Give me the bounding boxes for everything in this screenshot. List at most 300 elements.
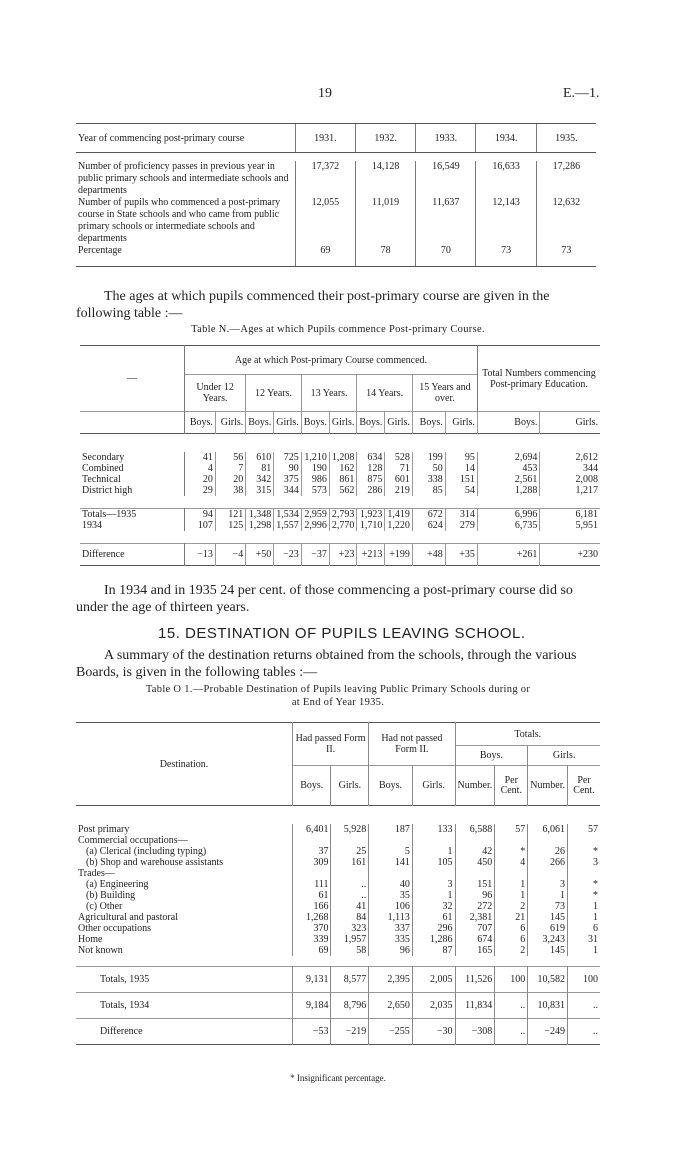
table-cell: 37 — [293, 846, 331, 857]
table-cell: * — [495, 846, 528, 857]
table-o-caption-2: at End of Year 1935. — [291, 697, 385, 708]
summary-paragraph: A summary of the destination returns obtained from the schools, through the various Boards, is given in the following tables :— — [76, 648, 577, 680]
table-cell: 2 — [495, 945, 528, 956]
page-number: 19 — [318, 86, 332, 101]
table-cell: 128 — [357, 463, 385, 474]
table-cell: 20 — [185, 474, 216, 485]
table-cell: 35 — [369, 890, 413, 901]
table-cell: 73 — [528, 901, 568, 912]
table-cell: 375 — [274, 474, 302, 485]
destination-table — [76, 722, 600, 1045]
table-cell: 10,582 — [528, 967, 568, 993]
sub-header: Boys. — [357, 412, 385, 434]
table-cell: 107 — [185, 520, 216, 531]
table-cell: 11,637 — [416, 197, 476, 245]
row-label: Agricultural and pastoral — [78, 912, 178, 923]
table-cell: −13 — [185, 544, 216, 566]
table-cell: 69 — [295, 245, 355, 267]
row-label: Totals—1935 — [80, 509, 185, 521]
table-row — [76, 161, 596, 197]
footnote: * Insignificant percentage. — [290, 1073, 386, 1083]
table-cell: 151 — [455, 879, 495, 890]
table-cell: +213 — [357, 544, 385, 566]
table-cell: 10,831 — [528, 993, 568, 1019]
table-cell: 875 — [357, 474, 385, 485]
table-row — [80, 452, 600, 463]
table-cell: 725 — [274, 452, 302, 463]
year-header-label: Year of commencing post-primary course — [76, 124, 295, 153]
table-row — [76, 967, 600, 993]
table-cell: 296 — [412, 923, 455, 934]
row-label: District high — [80, 485, 185, 496]
table-cell: 272 — [455, 901, 495, 912]
table-cell: 162 — [329, 463, 357, 474]
table-cell: 7 — [215, 463, 245, 474]
table-cell: 90 — [274, 463, 302, 474]
table-cell: 610 — [246, 452, 274, 463]
year-header: 1933. — [416, 124, 476, 153]
table-cell: 111 — [293, 879, 331, 890]
table-cell: 165 — [455, 945, 495, 956]
intro-paragraph: The ages at which pupils commenced their post-primary course are given in the following table :— — [76, 289, 550, 321]
table-cell: 2,381 — [455, 912, 495, 923]
age-table — [80, 345, 600, 566]
table-cell — [369, 868, 413, 879]
table-cell: 96 — [455, 890, 495, 901]
table-cell: 166 — [293, 901, 331, 912]
table-cell: 2,959 — [301, 509, 329, 521]
table-cell — [331, 835, 369, 846]
table-cell: 1,348 — [246, 509, 274, 521]
table-cell: 2,694 — [477, 452, 539, 463]
table-cell: 199 — [412, 452, 445, 463]
table-row — [76, 934, 600, 945]
table-cell: 190 — [301, 463, 329, 474]
table-cell: 11,834 — [455, 993, 495, 1019]
table-cell: 17,372 — [295, 161, 355, 197]
table-cell — [369, 835, 413, 846]
table-cell: 85 — [412, 485, 445, 496]
table-cell: 133 — [412, 824, 455, 835]
table-cell: +35 — [445, 544, 477, 566]
table-cell: 73 — [536, 245, 596, 267]
table-cell: 562 — [329, 485, 357, 496]
table-cell — [495, 868, 528, 879]
section-heading: 15. DESTINATION OF PUPILS LEAVING SCHOOL. — [158, 625, 526, 642]
col-percent: Per Cent. — [568, 766, 601, 806]
table-n-caption: Table N.—Ages at which Pupils commence Post-primary Course. — [191, 324, 485, 335]
table-cell: 12,143 — [476, 197, 536, 245]
table-cell: 1,288 — [477, 485, 539, 496]
document-reference: E.—1. — [563, 86, 600, 101]
age-group: 13 Years. — [301, 375, 357, 412]
table-cell: 145 — [528, 945, 568, 956]
row-label: (b) Shop and warehouse assistants — [86, 857, 224, 868]
girls-header: Girls. — [528, 746, 600, 766]
table-cell: 6,181 — [540, 509, 600, 521]
table-cell: 61 — [293, 890, 331, 901]
table-cell — [331, 868, 369, 879]
table-cell: 69 — [293, 945, 331, 956]
col-girls: Girls. — [331, 766, 369, 806]
table-row — [76, 923, 600, 934]
table-cell: 29 — [185, 485, 216, 496]
table-cell: 634 — [357, 452, 385, 463]
table-cell: 105 — [412, 857, 455, 868]
table-cell: 9,184 — [293, 993, 331, 1019]
table-cell: 70 — [416, 245, 476, 267]
table-o-caption: Table O 1.—Probable Destination of Pupils leaving Public Primary Schools during or — [145, 684, 531, 695]
table-cell: 337 — [369, 923, 413, 934]
table-cell: 619 — [528, 923, 568, 934]
row-label: Totals, 1934 — [100, 1000, 150, 1011]
table-cell: 986 — [301, 474, 329, 485]
table-row — [76, 857, 600, 868]
table-cell: 14,128 — [355, 161, 415, 197]
boys-header: Boys. — [455, 746, 528, 766]
sub-header: Girls. — [385, 412, 413, 434]
year-header: 1934. — [476, 124, 536, 153]
row-label: (a) Engineering — [86, 879, 149, 890]
row-label: (b) Building — [86, 890, 136, 901]
age-group-header: Age at which Post-primary Course commenced. — [234, 354, 428, 366]
row-label: Trades— — [78, 868, 115, 879]
table-cell: 4 — [185, 463, 216, 474]
row-label: Percentage — [76, 245, 295, 267]
table-cell: .. — [568, 1019, 601, 1045]
sub-header: Girls. — [445, 412, 477, 434]
table-cell: −23 — [274, 544, 302, 566]
sub-header: Girls. — [329, 412, 357, 434]
table-cell: 309 — [293, 857, 331, 868]
table-cell: 279 — [445, 520, 477, 531]
table-cell: +50 — [246, 544, 274, 566]
table-cell: 100 — [568, 967, 601, 993]
table-cell: 573 — [301, 485, 329, 496]
percentage-paragraph: In 1934 and in 1935 24 per cent. of those commencing a post-primary course did so under the age of thirteen years. — [76, 583, 573, 615]
row-label: (a) Clerical (including typing) — [86, 846, 207, 857]
table-row — [80, 509, 600, 521]
table-cell: 370 — [293, 923, 331, 934]
table-cell: 1,298 — [246, 520, 274, 531]
table-cell: 672 — [412, 509, 445, 521]
table-cell: 1,210 — [301, 452, 329, 463]
table-cell: 56 — [215, 452, 245, 463]
table-cell: 95 — [445, 452, 477, 463]
total-header: Total Numbers commencing Post-primary Education. — [477, 346, 600, 412]
row-label: Technical — [80, 474, 185, 485]
table-cell: −53 — [293, 1019, 331, 1045]
totals-header: Totals. — [455, 723, 600, 746]
table-cell: 335 — [369, 934, 413, 945]
table-cell: 31 — [568, 934, 601, 945]
table-cell: 26 — [528, 846, 568, 857]
table-cell: 861 — [329, 474, 357, 485]
table-cell: 12,632 — [536, 197, 596, 245]
table-cell: 2,793 — [329, 509, 357, 521]
table-cell: * — [568, 846, 601, 857]
table-cell: −219 — [331, 1019, 369, 1045]
table-cell — [568, 868, 601, 879]
table-cell: 1,286 — [412, 934, 455, 945]
table-cell: 315 — [246, 485, 274, 496]
table-row — [80, 474, 600, 485]
table-cell: −255 — [369, 1019, 413, 1045]
table-cell: 1,113 — [369, 912, 413, 923]
table-cell: 9,131 — [293, 967, 331, 993]
table-cell: 344 — [540, 463, 600, 474]
table-cell — [455, 835, 495, 846]
table-cell — [412, 835, 455, 846]
year-header: 1931. — [295, 124, 355, 153]
table-cell: 2,008 — [540, 474, 600, 485]
row-label: Difference — [100, 1026, 143, 1037]
table-cell: 100 — [495, 967, 528, 993]
row-label: Other occupations — [78, 923, 152, 934]
table-cell: 707 — [455, 923, 495, 934]
table-cell: 1 — [495, 879, 528, 890]
table-row — [76, 945, 600, 956]
table-row — [76, 197, 596, 245]
table-cell: 57 — [495, 824, 528, 835]
table-cell: 3 — [568, 857, 601, 868]
row-label: (c) Other — [86, 901, 123, 912]
table-cell: 2,035 — [412, 993, 455, 1019]
table-cell: 3 — [528, 879, 568, 890]
table-cell: 61 — [412, 912, 455, 923]
table-cell: 6,061 — [528, 824, 568, 835]
table-cell: 1,217 — [540, 485, 600, 496]
sub-header: Girls. — [274, 412, 302, 434]
table-cell — [568, 835, 601, 846]
row-label: Secondary — [80, 452, 185, 463]
table-cell: 1 — [412, 890, 455, 901]
table-cell: 57 — [568, 824, 601, 835]
row-label: Difference — [80, 544, 185, 566]
age-group: 14 Years. — [357, 375, 413, 412]
table-cell: 8,796 — [331, 993, 369, 1019]
table-cell: 78 — [355, 245, 415, 267]
table-cell: 38 — [215, 485, 245, 496]
table-cell: 453 — [477, 463, 539, 474]
table-row — [76, 846, 600, 857]
table-cell — [495, 835, 528, 846]
table-cell: 50 — [412, 463, 445, 474]
table-cell: .. — [495, 993, 528, 1019]
table-row — [76, 912, 600, 923]
table-row — [76, 1019, 600, 1045]
table-cell: 145 — [528, 912, 568, 923]
table-cell: 1 — [568, 945, 601, 956]
row-label: Totals, 1935 — [100, 974, 150, 985]
table-cell: 4 — [495, 857, 528, 868]
table-row — [76, 901, 600, 912]
row-label: Number of pupils who commenced a post-primary course in State schools and who came from public primary schools or intermediate schools and departments — [78, 197, 281, 244]
sub-header: Girls. — [540, 412, 600, 434]
col-girls: Girls. — [412, 766, 455, 806]
table-cell: 16,633 — [476, 161, 536, 197]
table-row — [76, 868, 600, 879]
table-cell: 94 — [185, 509, 216, 521]
table-cell — [412, 868, 455, 879]
table-cell: 339 — [293, 934, 331, 945]
table-cell: 161 — [331, 857, 369, 868]
age-group: 12 Years. — [246, 375, 302, 412]
table-cell: 151 — [445, 474, 477, 485]
table-cell: 1 — [528, 890, 568, 901]
table-cell: 6 — [568, 923, 601, 934]
table-cell — [528, 868, 568, 879]
table-cell: 2,561 — [477, 474, 539, 485]
table-cell: 1,957 — [331, 934, 369, 945]
table-cell: 344 — [274, 485, 302, 496]
table-cell: 3 — [412, 879, 455, 890]
table-cell: 20 — [215, 474, 245, 485]
table-row — [80, 544, 600, 566]
table-cell: +199 — [385, 544, 413, 566]
table-cell: +261 — [477, 544, 539, 566]
table-cell: 96 — [369, 945, 413, 956]
table-row — [76, 835, 600, 846]
table-cell: 41 — [185, 452, 216, 463]
age-group: Under 12 Years. — [185, 375, 246, 412]
table-cell: 71 — [385, 463, 413, 474]
table-cell: 1 — [495, 890, 528, 901]
col-percent: Per Cent. — [495, 766, 528, 806]
table-cell: 338 — [412, 474, 445, 485]
table-cell — [293, 835, 331, 846]
table-cell: 5 — [369, 846, 413, 857]
year-header: 1932. — [355, 124, 415, 153]
table-cell: 6,996 — [477, 509, 539, 521]
row-label: Not known — [78, 945, 123, 956]
table-cell: 2,770 — [329, 520, 357, 531]
table-cell: 25 — [331, 846, 369, 857]
sub-header: Boys. — [301, 412, 329, 434]
table-cell: 87 — [412, 945, 455, 956]
table-cell: 601 — [385, 474, 413, 485]
table-cell: 81 — [246, 463, 274, 474]
table-cell: 121 — [215, 509, 245, 521]
row-label: Home — [78, 934, 103, 945]
table-cell: 187 — [369, 824, 413, 835]
table-cell: 2,612 — [540, 452, 600, 463]
col-boys: Boys. — [369, 766, 413, 806]
table-row — [76, 879, 600, 890]
table-cell: 5,951 — [540, 520, 600, 531]
table-cell: −37 — [301, 544, 329, 566]
table-row — [80, 463, 600, 474]
sub-header: Boys. — [185, 412, 216, 434]
had-passed-header: Had passed Form II. — [295, 733, 366, 755]
col-number: Number. — [455, 766, 495, 806]
col-boys: Boys. — [293, 766, 331, 806]
table-cell: 6,588 — [455, 824, 495, 835]
table-cell: 14 — [445, 463, 477, 474]
table-cell: 2,650 — [369, 993, 413, 1019]
table-cell: 84 — [331, 912, 369, 923]
table-cell: 42 — [455, 846, 495, 857]
table-cell: 1,923 — [357, 509, 385, 521]
table-cell: 2,005 — [412, 967, 455, 993]
table-cell: 624 — [412, 520, 445, 531]
table-cell: 21 — [495, 912, 528, 923]
table-cell: 40 — [369, 879, 413, 890]
table-cell: 1,710 — [357, 520, 385, 531]
sub-header: Boys. — [246, 412, 274, 434]
table-cell: 1 — [568, 912, 601, 923]
row-label: Commercial occupations— — [78, 835, 188, 846]
table-cell: * — [568, 890, 601, 901]
table-cell: 1,557 — [274, 520, 302, 531]
table-row — [76, 824, 600, 835]
table-cell: 219 — [385, 485, 413, 496]
table-cell: 674 — [455, 934, 495, 945]
destination-header: Destination. — [76, 723, 293, 806]
table-cell: 1,534 — [274, 509, 302, 521]
col-number: Number. — [528, 766, 568, 806]
table-cell: 286 — [357, 485, 385, 496]
table-cell: 5,928 — [331, 824, 369, 835]
table-cell: 323 — [331, 923, 369, 934]
table-cell: 12,055 — [295, 197, 355, 245]
table-cell: 6 — [495, 923, 528, 934]
table-row — [76, 993, 600, 1019]
table-cell: .. — [331, 890, 369, 901]
table-row — [76, 245, 596, 267]
table-row — [80, 520, 600, 531]
year-header: 1935. — [536, 124, 596, 153]
table-cell: −4 — [215, 544, 245, 566]
table-cell — [455, 868, 495, 879]
proficiency-table — [76, 123, 596, 267]
table-cell: +23 — [329, 544, 357, 566]
table-cell — [528, 835, 568, 846]
sub-header: Boys. — [412, 412, 445, 434]
table-cell: 266 — [528, 857, 568, 868]
table-cell: 73 — [476, 245, 536, 267]
sub-header: Boys. — [477, 412, 539, 434]
table-cell: * — [568, 879, 601, 890]
age-group: 15 Years and over. — [412, 375, 477, 412]
table-cell: .. — [331, 879, 369, 890]
table-cell: 141 — [369, 857, 413, 868]
table-cell: 528 — [385, 452, 413, 463]
table-cell: +230 — [540, 544, 600, 566]
table-cell: 11,526 — [455, 967, 495, 993]
row-label: 1934 — [80, 520, 185, 531]
table-cell: 2,996 — [301, 520, 329, 531]
table-cell: 1 — [412, 846, 455, 857]
row-label: Post primary — [78, 824, 130, 835]
table-cell: −249 — [528, 1019, 568, 1045]
table-row — [80, 485, 600, 496]
table-cell: 8,577 — [331, 967, 369, 993]
table-cell: .. — [568, 993, 601, 1019]
table-cell: 16,549 — [416, 161, 476, 197]
table-cell: 54 — [445, 485, 477, 496]
corner-dash: — — [80, 346, 185, 412]
table-cell: −308 — [455, 1019, 495, 1045]
sub-header: Girls. — [215, 412, 245, 434]
table-cell: 41 — [331, 901, 369, 912]
table-cell: 1,268 — [293, 912, 331, 923]
table-cell: .. — [495, 1019, 528, 1045]
table-cell: 1,220 — [385, 520, 413, 531]
row-label: Combined — [80, 463, 185, 474]
table-cell: 32 — [412, 901, 455, 912]
table-cell: 17,286 — [536, 161, 596, 197]
